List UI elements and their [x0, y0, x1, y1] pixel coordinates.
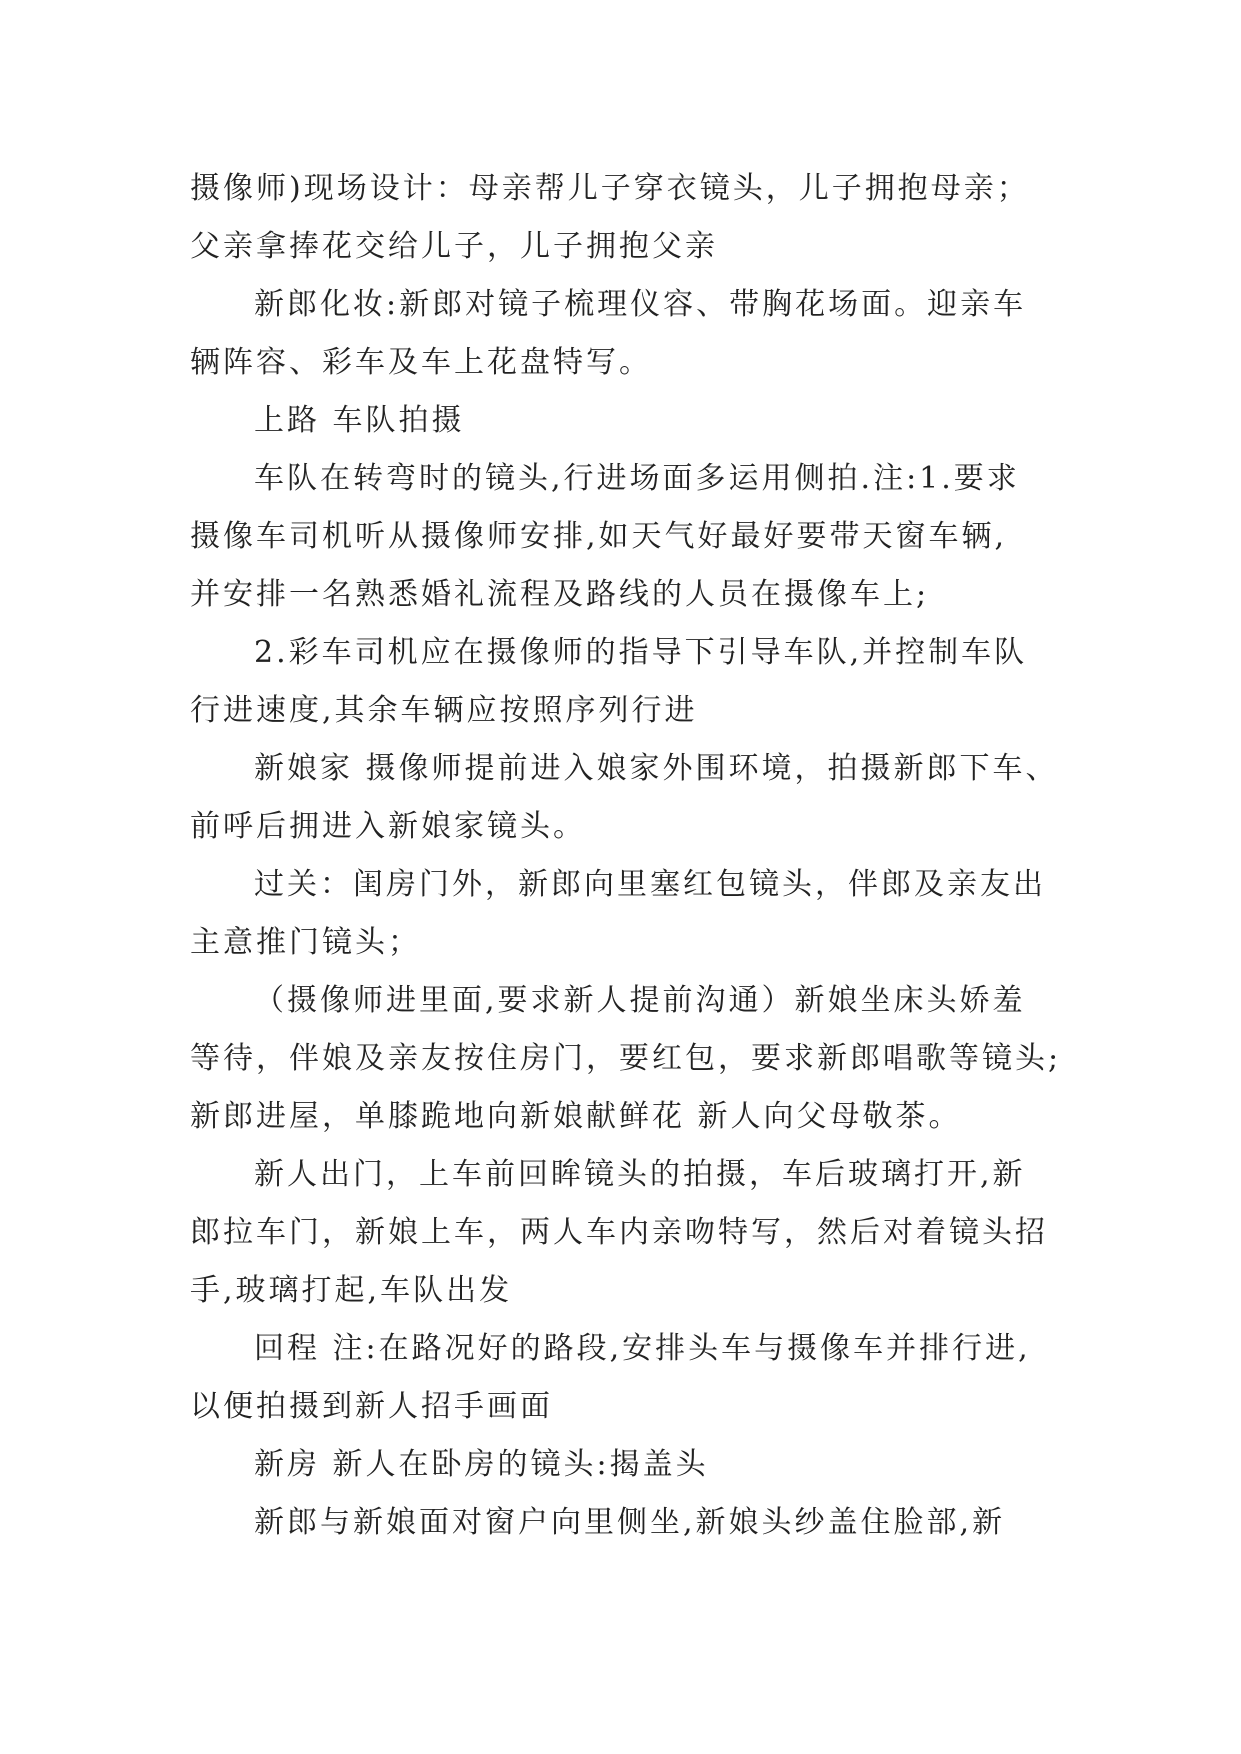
text-line: 新房 新人在卧房的镜头:揭盖头 — [254, 1447, 709, 1482]
text-line: 新郎与新娘面对窗户向里侧坐,新娘头纱盖住脸部,新 — [254, 1505, 1006, 1540]
paragraph-4 — [190, 450, 1050, 624]
paragraph-9 — [190, 1146, 1050, 1320]
text-line: 等待，伴娘及亲友按住房门，要红包，要求新郎唱歌等镜头; — [190, 1041, 1062, 1076]
text-line: 手,玻璃打起,车队出发 — [190, 1273, 513, 1308]
text-line: （摄像师进里面,要求新人提前沟通）新娘坐床头娇羞 — [254, 983, 1026, 1018]
text-line: 回程 注:在路况好的路段,安排头车与摄像车并排行进, — [254, 1331, 1031, 1366]
text-line: 以便拍摄到新人招手画面 — [190, 1389, 553, 1424]
paragraph-1 — [190, 160, 1050, 276]
paragraph-5 — [190, 624, 1050, 740]
paragraph-3 — [190, 392, 1050, 450]
text-line: 过关：闺房门外，新郎向里塞红包镜头，伴郎及亲友出 — [254, 867, 1046, 902]
text-line: 父亲拿捧花交给儿子，儿子拥抱父亲 — [190, 229, 718, 264]
text-line: 郎拉车门，新娘上车，两人车内亲吻特写，然后对着镜头招 — [190, 1215, 1048, 1250]
text-line: 新郎进屋，单膝跪地向新娘献鲜花 新人向父母敬茶。 — [190, 1099, 962, 1134]
text-line: 行进速度,其余车辆应按照序列行进 — [190, 693, 698, 728]
text-line: 2.彩车司机应在摄像师的指导下引导车队,并控制车队 — [254, 635, 1028, 670]
text-line: 新人出门，上车前回眸镜头的拍摄，车后玻璃打开,新 — [254, 1157, 1026, 1192]
text-line: 车队在转弯时的镜头,行进场面多运用侧拍.注:1.要求 — [254, 461, 1020, 496]
paragraph-11 — [190, 1436, 1050, 1494]
text-line: 前呼后拥进入新娘家镜头。 — [190, 809, 586, 844]
text-line: 新郎化妆:新郎对镜子梳理仪容、带胸花场面。迎亲车 — [254, 287, 1027, 322]
paragraph-12 — [190, 1494, 1050, 1552]
paragraph-7 — [190, 856, 1050, 972]
text-line: 摄像车司机听从摄像师安排,如天气好最好要带天窗车辆, — [190, 519, 1008, 554]
text-line: 辆阵容、彩车及车上花盘特写。 — [190, 345, 652, 380]
paragraph-2 — [190, 276, 1050, 392]
paragraph-8 — [190, 972, 1062, 1146]
document-body — [190, 160, 1062, 1552]
text-line: 新娘家 摄像师提前进入娘家外围环境，拍摄新郎下车、 — [254, 751, 1059, 786]
text-line: 上路 车队拍摄 — [254, 403, 465, 438]
paragraph-10 — [190, 1320, 1050, 1436]
text-line: 主意推门镜头； — [190, 925, 421, 960]
text-line: 摄像师)现场设计：母亲帮儿子穿衣镜头，儿子拥抱母亲； — [190, 171, 1030, 206]
text-line: 并安排一名熟悉婚礼流程及路线的人员在摄像车上; — [190, 577, 930, 612]
paragraph-6 — [190, 740, 1059, 856]
